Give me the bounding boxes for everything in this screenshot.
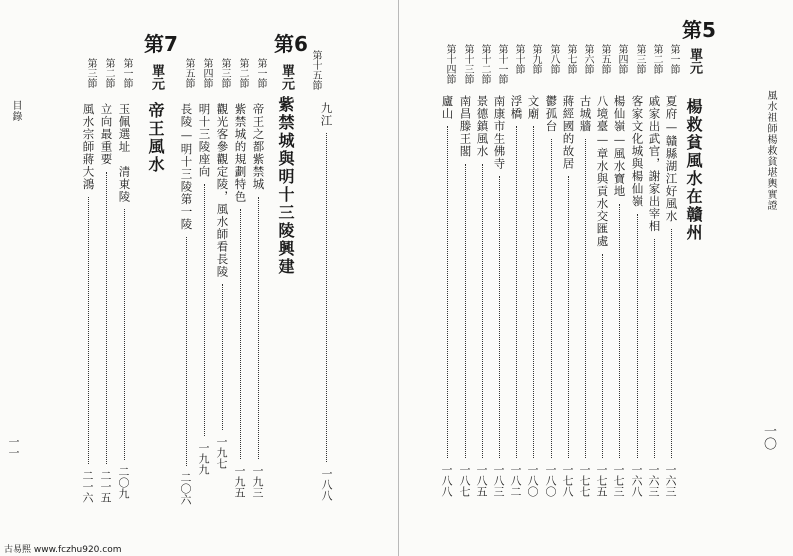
toc-entry-title: 玉佩選址 清東陵 [117,103,132,203]
toc-entry-num: 第六節 [582,44,593,74]
toc-entry-page: 一九七 [215,436,228,469]
toc-entry-title: 楊仙嶺—風水寶地 [612,95,627,198]
toc-entry-page: 一八五 [475,464,488,497]
leader-dots [516,126,517,458]
leader-dots [124,209,125,460]
toc-entry-page: 一八二 [509,464,522,497]
toc-entry-num: 第四節 [201,58,212,88]
leader-dots [106,172,107,464]
toc-entry-title: 客家文化城與楊仙嶺 [630,95,645,208]
toc-entry-num: 第十二節 [479,44,490,84]
toc-entry-title: 長陵—明十三陵第一陵 [179,103,194,231]
leader-dots [204,184,205,436]
toc-entry-title: 八境臺—章水與貢水交匯處 [595,95,610,248]
toc-entry-page: 一六三 [664,464,677,497]
toc-entry-num: 第一節 [255,58,266,88]
toc-entry-page: 一六八 [630,464,643,497]
toc-entry-num: 第十四節 [444,44,455,84]
leader-dots [568,176,569,458]
toc-entry-num: 第十五節 [310,50,321,90]
right-page-number: 一〇 [761,424,776,450]
leader-dots [619,204,620,458]
toc-entry-num: 第三節 [85,58,96,88]
section-label: 目錄 [10,100,21,122]
leader-dots [222,284,223,430]
toc-entry-num: 第五節 [599,44,610,74]
toc-entry-num: 第四節 [616,44,627,74]
toc-entry-page: 二一五 [99,470,112,503]
leader-dots [258,197,259,459]
toc-entry-page: 一八八 [320,468,333,501]
leader-dots [186,237,187,466]
toc-entry-page: 一八七 [458,464,471,497]
leader-dots [482,164,483,458]
leader-dots [326,133,327,462]
toc-entry-num: 第二節 [237,58,248,88]
toc-entry-page: 二一六 [81,470,94,503]
leader-dots [551,139,552,458]
toc-entry-title: 九江 [319,102,334,127]
toc-entry-title: 南康市生佛寺 [492,95,507,170]
toc-entry-num: 第一節 [668,44,679,74]
toc-entry-title: 蔣經國的故居 [561,95,576,170]
toc-entry-page: 一九九 [197,442,210,475]
toc-entry-title: 古城牆 [578,95,593,133]
leader-dots [671,229,672,458]
toc-entry-title: 廬山 [440,95,455,120]
leader-dots [88,197,89,464]
toc-entry-page: 一八〇 [544,464,557,497]
toc-entry-num: 第十一節 [496,44,507,84]
toc-entry-page: 一九五 [233,465,246,498]
toc-entry-num: 第十節 [513,44,524,74]
leader-dots [585,139,586,458]
toc-entry-title: 紫禁城的規劃特色 [233,103,248,203]
toc-entry-title: 南昌滕王閣 [458,95,473,158]
toc-entry-num: 第十三節 [462,44,473,84]
leader-dots [240,209,241,459]
unit6-word: 單元 [279,64,294,90]
leader-dots [465,164,466,458]
toc-entry-title: 觀光客參觀定陵，風水師看長陵 [215,103,230,278]
leader-dots [654,239,655,458]
toc-entry-page: 一七七 [578,464,591,497]
toc-entry-num: 第五節 [183,58,194,88]
unit6-number: 第6 [274,32,308,56]
leader-dots [602,254,603,458]
toc-entry-num: 第九節 [530,44,541,74]
toc-entry-page: 一七八 [561,464,574,497]
unit7-title: 帝王風水 [146,102,165,174]
toc-entry-num: 第三節 [634,44,645,74]
toc-entry-title: 風水宗師蔣大鴻 [81,103,96,191]
toc-entry-title: 戚家出武官，謝家出宰相 [647,95,662,233]
toc-entry-num: 第三節 [219,58,230,88]
toc-entry-title: 文廟 [526,95,541,120]
toc-entry-page: 二〇九 [117,466,130,499]
toc-entry-num: 第二節 [103,58,114,88]
unit7-number: 第7 [144,32,178,56]
toc-entry-title: 明十三陵座向 [197,103,212,178]
toc-entry-title: 鬱孤台 [544,95,559,133]
unit7-word: 單元 [149,64,164,90]
unit6-title: 紫禁城與明十三陵興建 [276,96,295,276]
toc-entry-num: 第二節 [651,44,662,74]
toc-entry-title: 帝王之都紫禁城 [251,103,266,191]
toc-entry-num: 第一節 [121,58,132,88]
toc-entry-title: 浮橋 [509,95,524,120]
unit5-number: 第5 [682,18,716,42]
watermark-text: 古易熙 www.fczhu920.com [4,545,122,555]
toc-entry-page: 二〇六 [179,472,192,505]
leader-dots [637,214,638,458]
unit5-title: 楊救貧風水在贛州 [684,98,703,242]
book-title: 風水祖師楊救貧堪輿實證 [765,90,776,211]
leader-dots [499,176,500,458]
toc-entry-page: 一六三 [647,464,660,497]
toc-entry-title: 景德鎮風水 [475,95,490,158]
toc-entry-page: 一八八 [440,464,453,497]
right-page [399,0,793,556]
toc-entry-page: 一八〇 [526,464,539,497]
toc-entry-num: 第七節 [565,44,576,74]
toc-entry-page: 一八三 [492,464,505,497]
toc-entry-page: 一七五 [595,464,608,497]
unit5-word: 單元 [687,48,702,74]
leader-dots [447,126,448,458]
toc-entry-title: 夏府—贛縣湖江好風水 [664,95,679,223]
toc-entry-title: 立向最重要 [99,103,114,166]
toc-entry-page: 一九三 [251,465,264,498]
toc-entry-page: 一七三 [612,464,625,497]
left-page-number: 一一 [7,436,20,458]
leader-dots [533,126,534,458]
toc-entry-num: 第八節 [548,44,559,74]
